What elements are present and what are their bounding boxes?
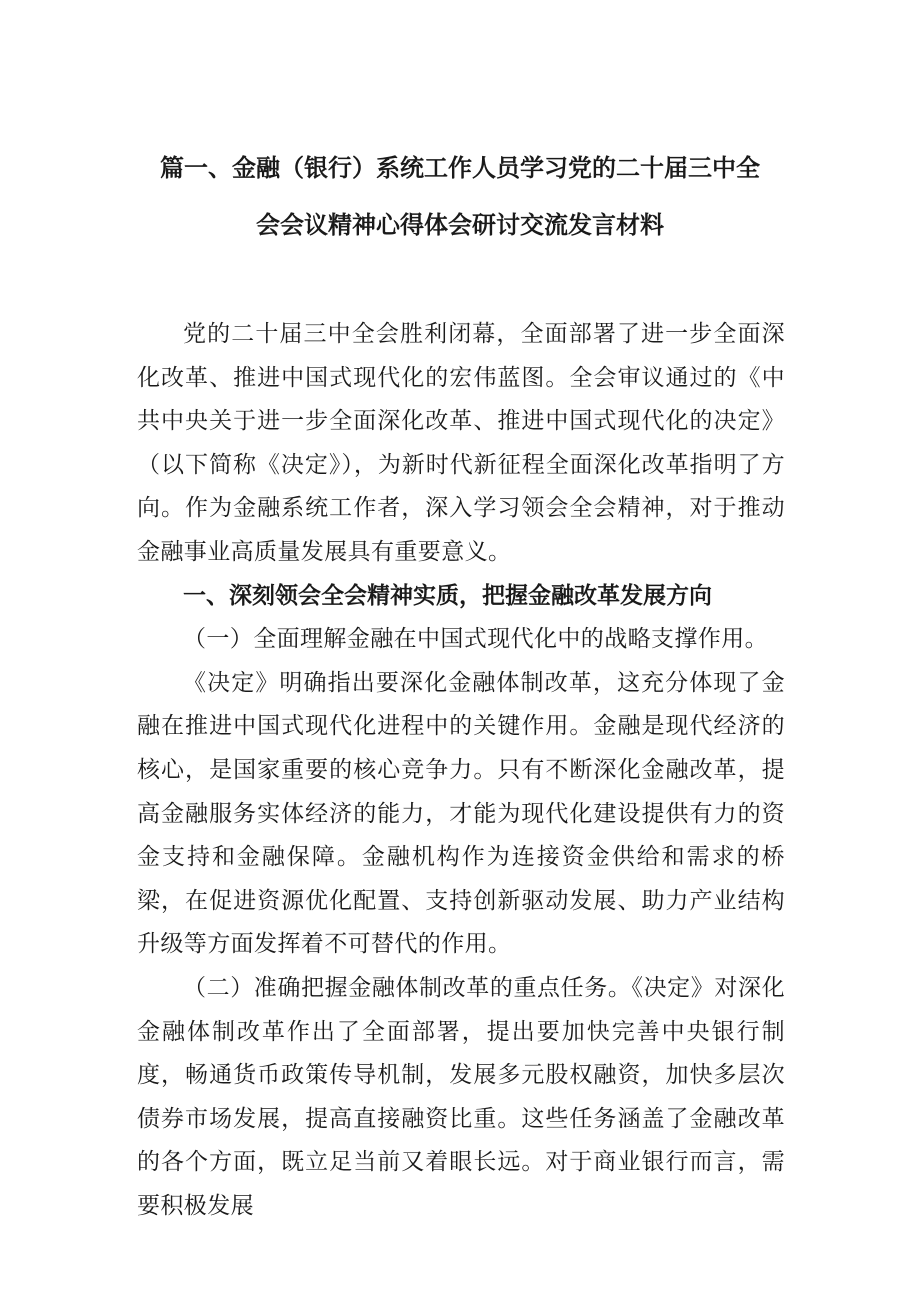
body-paragraph-1: 《决定》明确指出要深化金融体制改革，这充分体现了金融在推进中国式现代化进程中的关键作用。金融是现代经济的核心，是国家重要的核心竞争力。只有不断深化金融改革，提高金融服务实体经济的能力，才能为现代化建设提供有力的资金支持和金融保障。金融机构作为连接资金供给和需求的桥梁，在促进资源优化配置、支持创新驱动发展、助力产业结构升级等方面发挥着不可替代的作用。 xyxy=(137,669,785,958)
section-heading-1: 一、深刻领会全会精神实质，把握金融改革发展方向 xyxy=(183,582,712,609)
document-title-line-1: 篇一、金融（银行）系统工作人员学习党的二十届三中全 xyxy=(160,154,760,182)
body-paragraph-2: （二）准确把握金融体制改革的重点任务。《决定》对深化金融体制改革作出了全面部署，提出要加快完善中央银行制度，畅通货币政策传导机制，发展多元股权融资，加快多层次债券市场发展，提高直接融资比重。这些任务涵盖了金融改革的各个方面，既立足当前又着眼长远。对于商业银行而言，需要积极发展 xyxy=(137,974,785,1219)
document-title-line-2: 会会议精神心得体会研讨交流发言材料 xyxy=(256,211,664,239)
subsection-heading-1: （一）全面理解金融在中国式现代化中的战略支撑作用。 xyxy=(183,626,768,653)
document-body xyxy=(137,313,785,1228)
intro-paragraph: 党的二十届三中全会胜利闭幕，全面部署了进一步全面深化改革、推进中国式现代化的宏伟蓝图。全会审议通过的《中共中央关于进一步全面深化改革、推进中国式现代化的决定》（以下简称《决定》），为新时代新征程全面深化改革指明了方向。作为金融系统工作者，深入学习领会全会精神，对于推动金融事业高质量发展具有重要意义。 xyxy=(137,321,785,565)
